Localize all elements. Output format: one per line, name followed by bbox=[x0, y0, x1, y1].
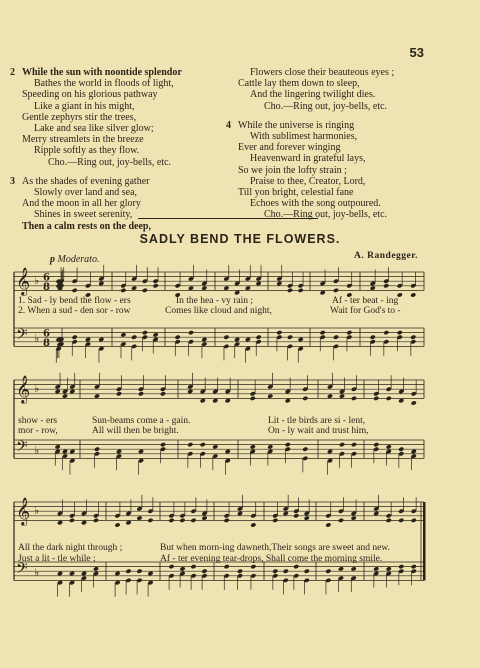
note-head bbox=[386, 444, 392, 449]
lyric-segment: On - ly wait and trust him, bbox=[268, 426, 369, 436]
note-head bbox=[120, 288, 126, 293]
note-head bbox=[298, 337, 304, 342]
note-head bbox=[168, 564, 174, 569]
note-head bbox=[327, 393, 333, 398]
note-head bbox=[125, 569, 131, 574]
note-head bbox=[386, 518, 392, 523]
note-head bbox=[187, 442, 193, 447]
note-head bbox=[267, 444, 273, 449]
verse-line: 4 While the universe is ringing bbox=[226, 119, 355, 131]
tempo-marking: p Moderato. bbox=[50, 254, 100, 265]
note-head bbox=[57, 520, 63, 525]
verse-line: Then a calm rests on the deep, bbox=[22, 220, 151, 232]
verse-line: 2 While the sun with noontide splendor bbox=[10, 67, 182, 78]
note-head bbox=[398, 564, 404, 569]
verse-line: Praise to thee, Creator, Lord, bbox=[250, 175, 366, 187]
note-head bbox=[327, 449, 333, 454]
note-head bbox=[200, 442, 206, 447]
lyric-segment: All the dark night through ; bbox=[18, 543, 123, 553]
verse-line: Flowers close their beauteous eyes ; bbox=[250, 67, 395, 78]
note-head bbox=[201, 515, 207, 520]
note-head bbox=[69, 449, 75, 454]
verse-line: Speeding on his glorious pathway bbox=[22, 89, 158, 101]
verse-line: Ever and forever winging bbox=[238, 142, 341, 154]
note-head bbox=[69, 389, 75, 394]
note-head bbox=[410, 292, 416, 297]
note-head bbox=[138, 449, 144, 454]
flat-icon: ♭ bbox=[34, 504, 40, 518]
verse-line: And the lingering twilight dies. bbox=[250, 89, 376, 101]
note-head bbox=[212, 444, 218, 449]
lyric-segment: In the hea - vy rain ; bbox=[176, 296, 254, 306]
lyric-segment: But when morn-ing dawneth,Their songs are sweet and new. bbox=[160, 543, 390, 553]
verse-line: Slowly over land and sea, bbox=[34, 187, 138, 199]
bass-clef-icon: 𝄢 bbox=[16, 438, 28, 459]
note-head bbox=[370, 285, 376, 290]
time-signature-top: 6 bbox=[43, 272, 50, 284]
note-head bbox=[93, 566, 99, 571]
note-head bbox=[338, 518, 344, 523]
verse-line: Ripple softly as they flow. bbox=[34, 145, 140, 157]
page-number: 53 bbox=[409, 45, 424, 60]
note-head bbox=[267, 393, 273, 398]
note-head bbox=[224, 518, 230, 523]
note-head bbox=[373, 511, 379, 516]
note-head bbox=[179, 566, 185, 571]
note-head bbox=[325, 569, 331, 574]
chorus-reference: Cho.—Ring out, joy-bells, etc. bbox=[264, 100, 388, 112]
chorus-reference: Cho.—Ring out, joy-bells, etc. bbox=[48, 156, 172, 168]
note-head bbox=[293, 513, 299, 518]
note-head bbox=[383, 283, 389, 288]
composer-credit: A. Randegger. bbox=[354, 251, 418, 261]
note-head bbox=[398, 447, 404, 452]
note-head bbox=[287, 335, 293, 340]
note-head bbox=[116, 449, 122, 454]
note-head bbox=[72, 335, 78, 340]
note-head bbox=[250, 564, 256, 569]
note-head bbox=[411, 449, 417, 454]
note-head bbox=[373, 442, 379, 447]
note-head bbox=[69, 518, 75, 523]
note-head bbox=[398, 518, 404, 523]
note-head bbox=[285, 398, 291, 403]
lyric-segment: All will then be bright. bbox=[92, 426, 179, 436]
note-head bbox=[287, 288, 293, 293]
lyric-segment: Af - ter beat - ing bbox=[332, 296, 399, 306]
treble-clef-icon: 𝄞 bbox=[16, 497, 31, 525]
lyric-segment: 2. When a sud - den sor - row bbox=[18, 306, 131, 316]
note-head bbox=[225, 449, 231, 454]
note-head bbox=[276, 330, 282, 335]
verse-line: Cattle lay them down to sleep, bbox=[238, 78, 360, 90]
note-head bbox=[94, 393, 100, 398]
note-head bbox=[234, 337, 240, 342]
note-head bbox=[188, 285, 194, 290]
note-head bbox=[338, 566, 344, 571]
lyric-segment: Just a lit - tle while ; bbox=[18, 554, 96, 564]
note-head bbox=[138, 391, 144, 396]
note-head bbox=[55, 389, 61, 394]
note-head bbox=[131, 285, 137, 290]
verses-right-column bbox=[226, 67, 446, 229]
verse-number: 4 bbox=[226, 119, 231, 131]
note-head bbox=[224, 564, 230, 569]
note-head bbox=[386, 566, 392, 571]
flat-icon: ♭ bbox=[34, 382, 40, 396]
note-head bbox=[411, 564, 417, 569]
note-head bbox=[225, 398, 231, 403]
note-head bbox=[250, 522, 256, 527]
note-head bbox=[386, 396, 392, 401]
verse-line: Gentle zephyrs stir the trees, bbox=[22, 111, 137, 123]
note-head bbox=[346, 330, 352, 335]
note-head bbox=[85, 337, 91, 342]
note-head bbox=[370, 335, 376, 340]
bass-clef-icon: 𝄢 bbox=[16, 326, 28, 347]
note-head bbox=[120, 332, 126, 337]
time-signature-bottom: 8 bbox=[43, 338, 50, 349]
note-head bbox=[237, 569, 243, 574]
note-head bbox=[283, 569, 289, 574]
song-title: SADLY BEND THE FLOWERS. bbox=[139, 232, 341, 246]
lyric-segment: Lit - tle birds are si - lent, bbox=[268, 416, 366, 426]
section-divider bbox=[138, 218, 318, 219]
chorus-reference: Cho.—Ring out, joy-bells, etc. bbox=[264, 209, 388, 221]
lyric-segment: mor - row, bbox=[18, 426, 58, 436]
note-head bbox=[256, 335, 262, 340]
note-head bbox=[160, 391, 166, 396]
note-head bbox=[136, 569, 142, 574]
note-head bbox=[234, 290, 240, 295]
final-barline-thick bbox=[423, 502, 426, 580]
note-head bbox=[116, 391, 122, 396]
bass-clef-icon: 𝄢 bbox=[16, 560, 28, 581]
verse-line: Bathes the world in floods of light, bbox=[34, 78, 174, 90]
note-head bbox=[298, 288, 304, 293]
note-head bbox=[245, 337, 251, 342]
note-head bbox=[188, 330, 194, 335]
time-signature-top: 6 bbox=[43, 328, 50, 340]
note-head bbox=[333, 335, 339, 340]
note-head bbox=[373, 396, 379, 401]
lyric-segment: Af - ter evening tear-drops, Shall come the morning smile. bbox=[160, 554, 383, 564]
note-head bbox=[114, 522, 120, 527]
note-head bbox=[272, 569, 278, 574]
flat-icon: ♭ bbox=[34, 274, 40, 288]
verse-number: 3 bbox=[10, 175, 15, 187]
note-head bbox=[142, 330, 148, 335]
note-head bbox=[302, 396, 308, 401]
note-head bbox=[351, 566, 357, 571]
note-head bbox=[351, 442, 357, 447]
note-head bbox=[201, 337, 207, 342]
note-head bbox=[98, 337, 104, 342]
treble-clef-icon: 𝄞 bbox=[16, 375, 31, 403]
note-head bbox=[223, 335, 229, 340]
verse-2 bbox=[10, 67, 232, 168]
verse-line: 3 As the shades of evening gather bbox=[10, 175, 150, 187]
note-head bbox=[339, 442, 345, 447]
note-head bbox=[276, 281, 282, 286]
note-head bbox=[62, 393, 68, 398]
verse-3 bbox=[10, 176, 232, 232]
treble-clef-icon: 𝄞 bbox=[16, 267, 31, 295]
verse-line: With sublimest harmonies, bbox=[250, 131, 358, 143]
note-head bbox=[398, 398, 404, 403]
note-head bbox=[201, 285, 207, 290]
note-head bbox=[81, 571, 87, 576]
note-head bbox=[320, 290, 326, 295]
verse-line: Like a giant in his might, bbox=[34, 100, 135, 112]
note-head bbox=[131, 335, 137, 340]
note-head bbox=[250, 444, 256, 449]
time-signature-bottom: 8 bbox=[43, 282, 50, 293]
note-head bbox=[333, 288, 339, 293]
note-head bbox=[293, 564, 299, 569]
note-head bbox=[175, 335, 181, 340]
note-head bbox=[98, 281, 104, 286]
note-head bbox=[136, 515, 142, 520]
note-head bbox=[81, 520, 87, 525]
note-head bbox=[125, 520, 131, 525]
note-head bbox=[304, 515, 310, 520]
music-system-2 bbox=[0, 372, 480, 492]
note-head bbox=[57, 571, 63, 576]
verse-2-continued bbox=[226, 67, 446, 112]
verse-line: Heavenward in grateful lays, bbox=[250, 153, 366, 165]
note-head bbox=[237, 511, 243, 516]
verse-line: Echoes with the song outpoured. bbox=[250, 198, 381, 210]
verse-line: Till yon bright, celestial fane bbox=[238, 187, 354, 199]
verse-number: 2 bbox=[10, 67, 15, 78]
note-head bbox=[142, 288, 148, 293]
note-head bbox=[93, 518, 99, 523]
flat-icon: ♭ bbox=[34, 443, 40, 457]
note-head bbox=[383, 330, 389, 335]
note-head bbox=[245, 285, 251, 290]
note-head bbox=[62, 449, 68, 454]
verse-line: So we join the lofty strain ; bbox=[238, 164, 347, 176]
lyric-segment: show - ers bbox=[18, 416, 58, 426]
note-head bbox=[351, 396, 357, 401]
note-head bbox=[72, 288, 78, 293]
note-head bbox=[190, 564, 196, 569]
note-head bbox=[410, 335, 416, 340]
note-head bbox=[411, 518, 417, 523]
lyric-segment: Sun-beams come a - gain. bbox=[92, 416, 191, 426]
verse-line: And the moon in all her glory bbox=[22, 198, 141, 210]
lyric-segment: 1. Sad - ly bend the flow - ers bbox=[18, 296, 131, 306]
note-head bbox=[304, 569, 310, 574]
note-head bbox=[69, 571, 75, 576]
note-head bbox=[283, 511, 289, 516]
dynamic-marking: p bbox=[50, 254, 55, 265]
note-head bbox=[272, 518, 278, 523]
note-head bbox=[200, 398, 206, 403]
note-head bbox=[373, 566, 379, 571]
verse-line: Shines in sweet serenity, bbox=[34, 209, 133, 221]
music-system-1 bbox=[0, 262, 480, 382]
note-head bbox=[153, 332, 159, 337]
note-head bbox=[153, 283, 159, 288]
note-head bbox=[190, 518, 196, 523]
verses-left-column bbox=[10, 67, 232, 240]
note-head bbox=[212, 398, 218, 403]
lyric-segment: Wait for God's to - bbox=[330, 306, 401, 316]
note-head bbox=[114, 571, 120, 576]
flat-icon: ♭ bbox=[34, 565, 40, 579]
note-head bbox=[320, 330, 326, 335]
note-head bbox=[55, 444, 61, 449]
flat-icon: ♭ bbox=[34, 331, 40, 345]
note-head bbox=[411, 400, 417, 405]
note-head bbox=[223, 285, 229, 290]
note-head bbox=[397, 330, 403, 335]
note-head bbox=[339, 393, 345, 398]
note-head bbox=[94, 447, 100, 452]
verse-4 bbox=[226, 120, 446, 221]
note-head bbox=[179, 518, 185, 523]
note-head bbox=[250, 396, 256, 401]
note-head bbox=[147, 571, 153, 576]
note-head bbox=[201, 569, 207, 574]
verse-line: Merry streamlets in the breeze bbox=[22, 134, 144, 146]
note-head bbox=[302, 447, 308, 452]
note-head bbox=[325, 522, 331, 527]
note-head bbox=[147, 518, 153, 523]
note-head bbox=[285, 442, 291, 447]
note-head bbox=[160, 442, 166, 447]
note-head bbox=[168, 518, 174, 523]
note-head bbox=[187, 389, 193, 394]
lyric-segment: Comes like cloud and night, bbox=[165, 306, 272, 316]
verse-line: Lake and sea like silver glow; bbox=[34, 123, 154, 135]
note-head bbox=[351, 515, 357, 520]
note-head bbox=[256, 281, 262, 286]
